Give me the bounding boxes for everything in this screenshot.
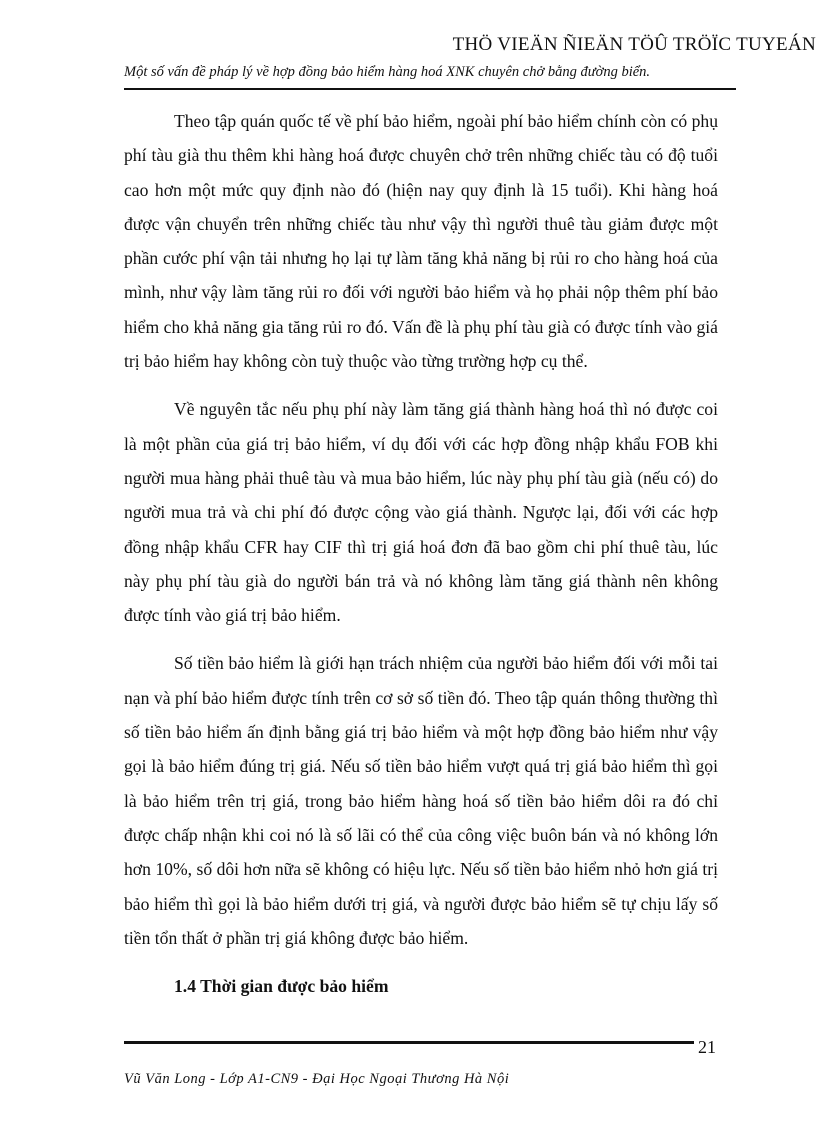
site-brand: THÖ VIEÄN ÑIEÄN TÖÛ TRÖÏC TUYEÁN [452, 34, 816, 55]
header-divider [124, 88, 736, 90]
section-heading: 1.4 Thời gian được bảo hiểm [174, 976, 389, 997]
footer-divider [124, 1041, 694, 1044]
footer-author-line: Vũ Văn Long - Lớp A1-CN9 - Đại Học Ngoại Thương Hà Nội [124, 1071, 510, 1087]
body-paragraph: Theo tập quán quốc tế về phí bảo hiểm, ngoài phí bảo hiểm chính còn có phụ phí tàu già thu thêm khi hàng hoá được chuyên chở trên những chiếc tàu có độ tuổi cao hơn một mức quy định nào đó (hiện nay quy định là 15 tuổi). Khi hàng hoá được vận chuyển trên những chiếc tàu như vậy thì người thuê tàu giảm được một phần cước phí vận tải nhưng họ lại tự làm tăng khả năng bị rủi ro cho hàng hoá của mình, như vậy làm tăng rủi ro đối với người bảo hiểm và họ phải nộp thêm phí bảo hiểm cho khả năng gia tăng rủi ro đó. Vấn đề là phụ phí tàu già có được tính vào giá trị bảo hiểm hay không còn tuỳ thuộc vào từng trường hợp cụ thể. [124, 111, 718, 372]
body-paragraph: Về nguyên tắc nếu phụ phí này làm tăng giá thành hàng hoá thì nó được coi là một phần của giá trị bảo hiểm, ví dụ đối với các hợp đồng nhập khẩu FOB khi người mua hàng phải thuê tàu và mua bảo hiểm, lúc này phụ phí tàu già (nếu có) do người mua trả và chi phí đó được cộng vào giá thành. Ngược lại, đối với các hợp đồng nhập khẩu CFR hay CIF thì trị giá hoá đơn đã bao gồm chi phí thuê tàu, lúc này phụ phí tàu già do người bán trả và nó không làm tăng giá thành nên không được tính vào giá trị bảo hiểm. [124, 399, 718, 626]
document-body [124, 104, 718, 1003]
running-header-title: Một số vấn đề pháp lý về hợp đồng bảo hiểm hàng hoá XNK chuyên chở bằng đường biển. [124, 64, 651, 80]
page-number: 21 [698, 1037, 716, 1057]
body-paragraph: Số tiền bảo hiểm là giới hạn trách nhiệm của người bảo hiểm đối với mỗi tai nạn và phí bảo hiểm được tính trên cơ sở số tiền đó. Theo tập quán thông thường thì số tiền bảo hiểm ấn định bằng giá trị bảo hiểm và một hợp đồng bảo hiểm như vậy gọi là bảo hiểm đúng trị giá. Nếu số tiền bảo hiểm vượt quá trị giá bảo hiểm thì gọi là bảo hiểm trên trị giá, trong bảo hiểm hàng hoá số tiền bảo hiểm dôi ra đó chỉ được chấp nhận khi coi nó là số lãi có thể của công việc buôn bán và nó không lớn hơn 10%, số dôi hơn nữa sẽ không có hiệu lực. Nếu số tiền bảo hiểm nhỏ hơn giá trị bảo hiểm thì gọi là bảo hiểm dưới trị giá, và người được bảo hiểm sẽ tự chịu lấy số tiền tổn thất ở phần trị giá không được bảo hiểm. [124, 653, 718, 948]
